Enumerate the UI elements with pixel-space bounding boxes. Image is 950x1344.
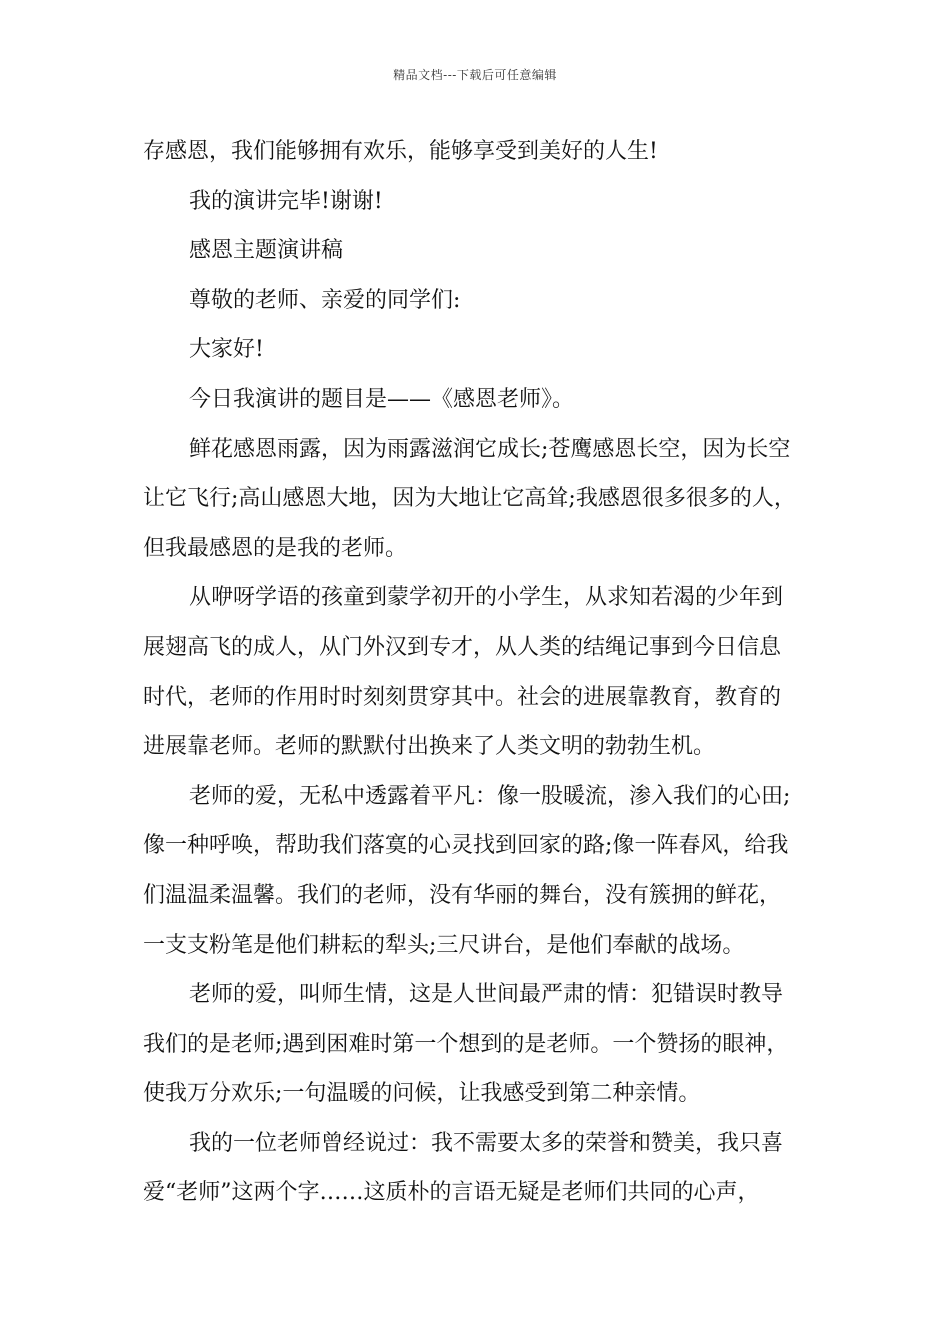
text-line: 但我最感恩的是我的老师。: [143, 535, 408, 561]
text-line: 存感恩，我们能够拥有欢乐，能够享受到美好的人生!: [143, 139, 658, 164]
text-line: 展翅高飞的成人，从门外汉到专才，从人类的结绳记事到今日信息: [143, 634, 782, 660]
page-header: 精品文档---下载后可任意编辑: [393, 68, 557, 82]
text-line: 让它飞行;高山感恩大地，因为大地让它高耸;我感恩很多很多的人，: [143, 486, 796, 512]
text-line: 鲜花感恩雨露，因为雨露滋润它成长;苍鹰感恩长空，因为长空: [189, 436, 791, 462]
text-line: 我们的是老师;遇到困难时第一个想到的是老师。一个赞扬的眼神，: [143, 1031, 789, 1057]
text-line: 进展靠老师。老师的默默付出换来了人类文明的勃勃生机。: [143, 734, 716, 760]
text-line: 像一种呼唤，帮助我们落寞的心灵找到回家的路;像一阵春风，给我: [143, 833, 789, 859]
text-line: 我的演讲完毕!谢谢!: [189, 188, 383, 214]
text-line: 从咿呀学语的孩童到蒙学初开的小学生，从求知若渴的少年到: [189, 585, 784, 611]
text-line: 大家好!: [189, 337, 264, 363]
text-line: 时代，老师的作用时时刻刻贯穿其中。社会的进展靠教育，教育的: [143, 684, 782, 710]
text-line: 爱“老师”这两个字……这质朴的言语无疑是老师们共同的心声，: [143, 1180, 760, 1206]
document-body: [143, 132, 823, 1223]
text-line: 今日我演讲的题目是——《感恩老师》。: [189, 386, 575, 412]
text-line: 一支支粉笔是他们耕耘的犁头;三尺讲台，是他们奉献的战场。: [143, 932, 745, 958]
text-line: 们温温柔温馨。我们的老师，没有华丽的舞台，没有簇拥的鲜花，: [143, 882, 782, 908]
text-line: 尊敬的老师、亲爱的同学们:: [189, 287, 461, 313]
text-line: 老师的爱，无私中透露着平凡：像一股暖流，渗入我们的心田;: [189, 783, 791, 809]
text-line: 老师的爱，叫师生情，这是人世间最严肃的情：犯错误时教导: [189, 982, 784, 1008]
text-line: 我的一位老师曾经说过：我不需要太多的荣誉和赞美，我只喜: [189, 1130, 784, 1156]
text-line: 使我万分欢乐;一句温暖的问候，让我感受到第二种亲情。: [143, 1081, 701, 1107]
text-line: 感恩主题演讲稿: [189, 238, 344, 264]
